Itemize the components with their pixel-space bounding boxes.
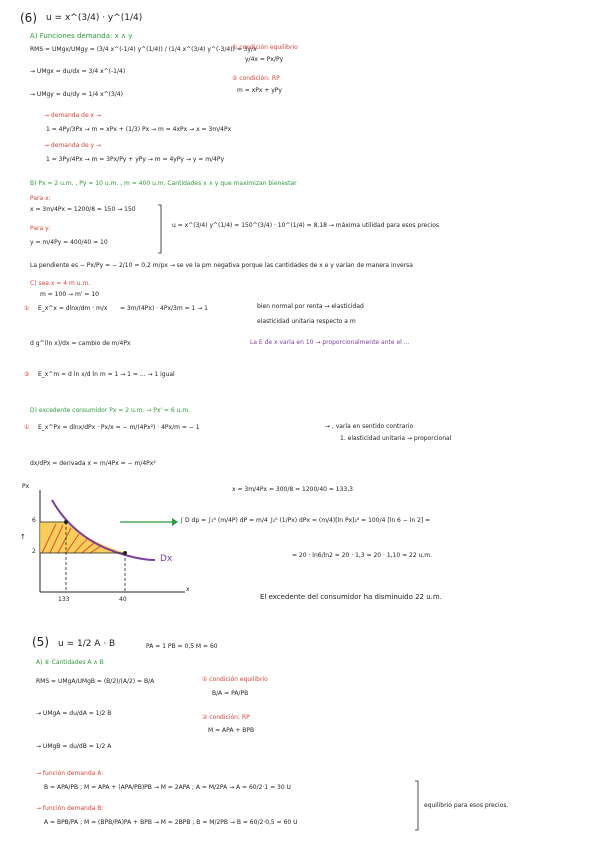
para-x-label: Para x: [30,195,51,202]
rms-equation: RMS = UMgx/UMgy = (3/4 x^(-1/4) y^(1/4)) / (1/4 x^(3/4) y^(-3/4)) = 3y/x [30,46,257,53]
c1-rhs: = 3m/(4Px) · 4Px/3m = 1 → 1 [120,305,208,312]
condition-1-equation: y/4x = Px/Py [245,56,284,63]
graph-tick-2: 2 [32,548,36,555]
c2-equation: d g^(ln x)/dx = cambio de m/4Px [30,340,131,347]
demand-x-heading: → demanda de x → [44,112,102,119]
c3-equation: E_x^m = d ln x/d ln m = 1 → 1 = ... → 1 igual [38,371,175,378]
problem-number-6: (6) [20,11,37,25]
section-b-heading: B) Px = 2 u.m. , Py = 10 u.m. , m = 400 u.m. Cantidades x ∧ y que maximizan bienestar [30,180,297,187]
p2-demand-a-heading: → función demanda A: [36,770,104,777]
umgx-equation: → UMgx = du/dx = 3/4 x^(-1/4) [30,68,126,75]
brace-b [158,205,161,253]
prices-5: PA = 1 PB = 0,5 M = 60 [146,643,218,650]
p2-demand-b-heading: → función demanda B: [36,805,104,812]
demand-y-derivation: 1 = 3Py/4Px → m = 3Px/Py + yPy → m = 4yPy → y = m/4Py [46,156,225,163]
c1-number: ① [24,305,30,312]
graph-up-arrow: ↑ [20,533,26,541]
surplus-area [40,522,125,553]
graph-tick-6: 6 [32,517,36,524]
p2-rms: RMS = UMgA/UMgB = (B/2)/(A/2) = B/A [36,678,155,685]
p2-demand-a: B = APA/PB ; M = APA + (APA/PB)PB → M = 2APA ; A = M/2PA → A = 60/2·1 = 30 U [44,784,291,791]
p2-condition-2-title: ② condición: RP [202,714,250,721]
para-y-label: Para y: [30,225,51,232]
x-equilibrium: x = 3m/4Px = 300/8 = 1200/40 = 133,3 [232,486,353,493]
p2-umgb: → UMgB = du/dB = 1/2 A [36,743,112,750]
condition-1-title: ① condición equilibrio [232,44,298,51]
c1-note-2: elasticidad unitaria respecto a m [257,318,356,325]
y-calculation: y = m/4Py = 400/40 = 10 [30,239,108,246]
demand-curve-label: Dx [160,554,173,564]
utility-function-5: u = 1/2 A · B [58,639,116,649]
d1-note-1: → , varía en sentido contrario [325,423,414,430]
section-a-heading: A) Funciones demanda: x ∧ y [30,32,133,40]
umgy-equation: → UMgy = du/dy = 1/4 x^(3/4) [30,91,124,98]
section-d-heading: D) excedente consumidor Px = 2 u.m. → Px' = 6 u.m. [30,407,191,414]
graph-tick-40: 40 [119,596,127,603]
slope-note: La pendiente es − Px/Py = − 2/10 = 0,2 m/px → se ve la pm negativa porque las cantidades de x e y varían de manera inversa [30,262,413,269]
p2-condition-1-title: ① condición equilibrio [202,676,268,683]
d1-equation: E_x^Px = dlnx/dPx · Px/x = − m/(4Px²) · 4Px/m = − 1 [38,424,200,431]
condition-2-equation: m = xPx + yPy [237,87,282,94]
section-c-subline: m = 100 → m' = 10 [40,291,99,298]
c2-note: La E de x varía en 10 → proporcionalmente ante el ... [250,339,410,346]
p2-umga: → UMgA = du/dA = 1/2 B [36,710,112,717]
graph-y-label: Px [22,483,30,490]
p2-condition-2-equation: M = APA + BPB [208,727,255,734]
utility-function-6: u = x^(3/4) · y^(1/4) [46,13,143,23]
graph-x-label: x [186,586,190,593]
c3-number: ③ [24,371,30,378]
p2-section-a-heading: A) ⑥ Cantidades A ∧ B [36,659,104,666]
d2-equation: dx/dPx = derivada x = m/4Px = − m/4Px² [30,460,156,467]
surplus-integral: ∫ D dp = ∫₂⁶ (m/4P) dP = m/4 ∫₂⁶ (1/Px) dPx = (m/4)[ln Px]₂⁶ = 100/4 [ln 6 − ln 2] = [180,517,431,524]
problem-number-5: (5) [32,635,49,649]
brace-p2 [415,781,418,830]
max-utility: u = x^(3/4) y^(1/4) = 150^(3/4) · 10^(1/4) = 8,18 → máxima utilidad para esos precios [172,222,439,229]
c1-note-1: bien normal por renta → elasticidad [257,303,364,310]
p2-brace-note: equilibrio para esos precios. [424,802,509,809]
surplus-integral-result: = 20 · ln6/ln2 = 20 · 1,3 = 20 · 1,10 = 22 u.m. [292,552,433,559]
condition-2-title: ② condición: RP [232,75,280,82]
x-calculation: x = 3m/4Px = 1200/8 = 150 → 150 [30,206,136,213]
d1-number: ① [24,424,30,431]
d1-note-2: 1. elasticidad unitaria → proporcional [340,435,452,442]
section-c-heading: C) sea x = 4 m u.m. [30,280,91,287]
demand-x-derivation: 1 = 4Py/3Px → m = xPx + (1/3) Px → m = 4xPx → x = 3m/4Px [46,126,232,133]
graph-tick-133: 133 [58,596,70,603]
p2-condition-1-equation: B/A = PA/PB [212,690,249,697]
c1-lhs: E_x^x = dlnx/dm · m/x [38,305,108,312]
green-arrow-head [172,518,178,526]
surplus-graph [40,490,185,592]
demand-y-heading: → demanda de y → [44,142,102,149]
conclusion: El excedente del consumidor ha disminuido 22 u.m. [260,593,442,601]
p2-demand-b: A = BPB/PA ; M = (BPB/PA)PA + BPB → M = 2BPB ; B = M/2PB → B = 60/2·0,5 = 60 U [44,819,298,826]
